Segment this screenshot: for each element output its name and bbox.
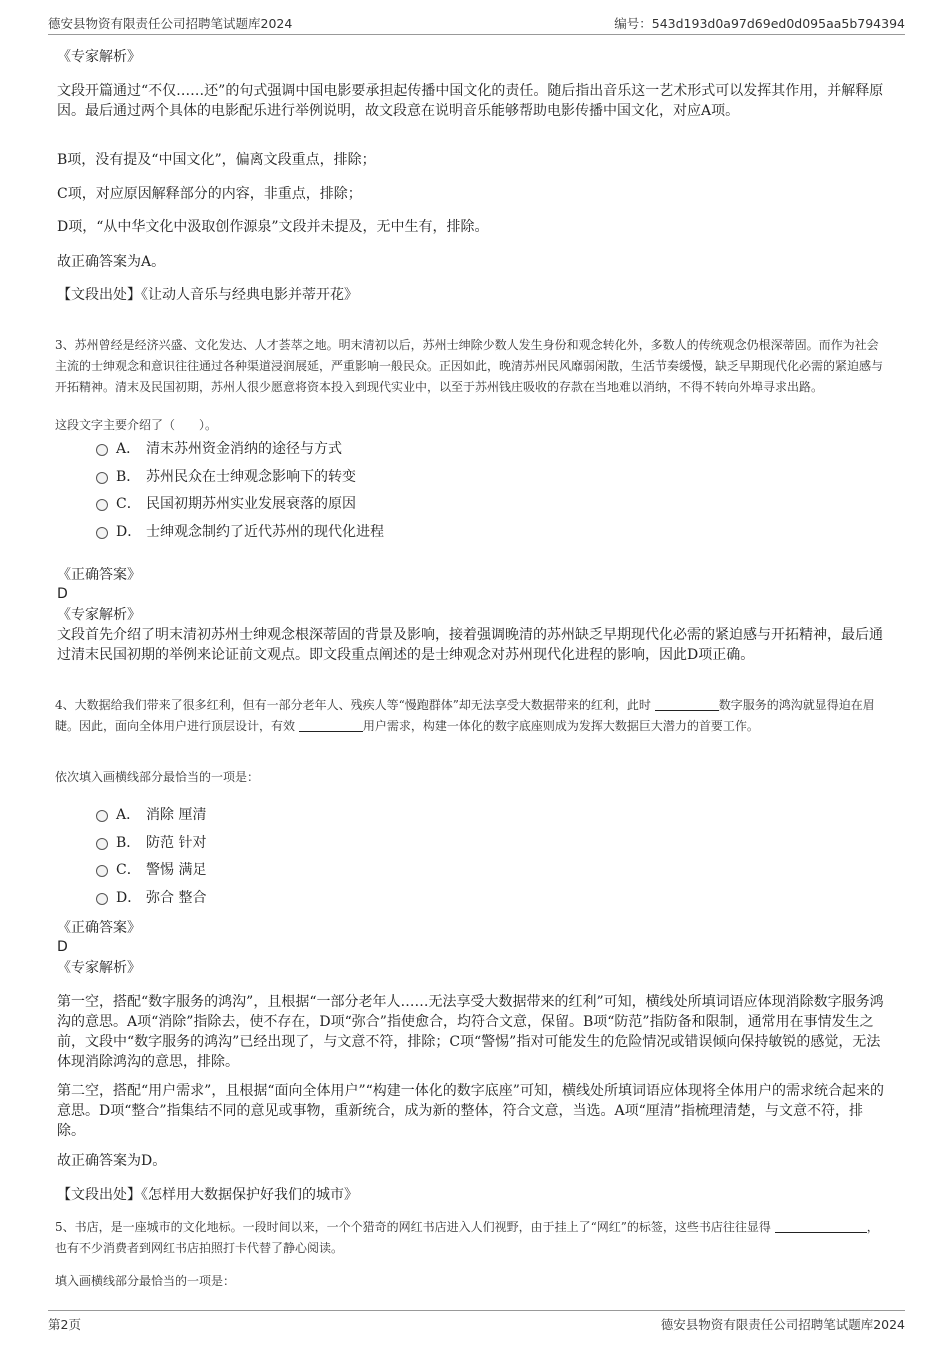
q2-option-b-note: B项，没有提及“中国文化”，偏离文段重点，排除； — [57, 152, 376, 168]
q3-option-d[interactable]: D． 士绅观念制约了近代苏州的现代化进程 — [96, 522, 384, 544]
q5-question: 填入画横线部分最恰当的一项是： — [55, 1274, 236, 1288]
q2-analysis-text: 文段开篇通过“不仅……还”的句式强调中国电影要承担起传播中国文化的责任。随后指出音乐这一艺术形式可以发挥其作用，并解释原因。最后通过两个具体的电影配乐进行举例说明，故文段意在说明音乐能够帮助电影传播中国文化，对应A项。 — [57, 83, 884, 119]
q3-answer: D — [57, 586, 68, 602]
q2-option-c-note: C项，对应原因解释部分的内容，非重点，排除； — [57, 186, 362, 202]
radio-icon[interactable] — [96, 472, 108, 484]
q2-analysis-label: 《专家解析》 — [57, 49, 141, 65]
q3-question: 这段文字主要介绍了（ ）。 — [55, 418, 218, 432]
footer-title: 德安县物资有限责任公司招聘笔试题库2024 — [660, 1317, 905, 1332]
radio-icon[interactable] — [96, 499, 108, 511]
footer-page-number: 第2页 — [48, 1317, 81, 1332]
blank-2 — [299, 717, 363, 732]
q4-analysis-para-1: 第一空，搭配“数字服务的鸿沟”，且根据“一部分老年人……无法享受大数据带来的红利”可知，横线处所填词语应体现消除数字服务鸿沟的意思。A项“消除”指除去，使不存在，D项“弥合”指使愈合，均符合文意，保留。B项“防范”指防备和限制，通常用在事情发生之前，文段中“数字服务的鸿沟”已经出现了，与文意不符，排除；C项“警惕”指对可能发生的危险情况或错误倾向保持敏锐的感觉，无法体现消除鸿沟的意思，排除。 — [57, 994, 884, 1070]
page-footer — [48, 1310, 905, 1333]
radio-icon[interactable] — [96, 893, 108, 905]
q4-option-c[interactable]: C． 警惕 满足 — [96, 860, 206, 882]
radio-icon[interactable] — [96, 444, 108, 456]
q2-source: 【文段出处】《让动人音乐与经典电影并蒂开花》 — [57, 287, 358, 303]
q4-source: 【文段出处】《怎样用大数据保护好我们的城市》 — [57, 1187, 358, 1203]
q4-question: 依次填入画横线部分最恰当的一项是： — [55, 770, 260, 784]
q3-stem: 3、苏州曾经是经济兴盛、文化发达、人才荟萃之地。明末清初以后，苏州士绅除少数人发生身份和观念转化外，多数人的传统观念仍根深蒂固。而作为社会主流的士绅观念和意识往往通过各种渠道浸润展延，严重影响一般民众。正因如此，晚清苏州民风靡弱闲散，生活节奏缓慢，缺乏早期现代化必需的紧迫感与开拓精神。清末及民国初期，苏州人很少愿意将资本投入到现代实业中，以至于苏州钱庄吸收的存款在当地难以消纳，不得不转向外埠寻求出路。 — [55, 338, 884, 394]
radio-icon[interactable] — [96, 810, 108, 822]
q3-option-c[interactable]: C． 民国初期苏州实业发展衰落的原因 — [96, 494, 356, 516]
q4-analysis-label: 《专家解析》 — [57, 960, 141, 976]
q4-option-d[interactable]: D． 弥合 整合 — [96, 888, 206, 910]
q4-analysis-para-2: 第二空，搭配“用户需求”，且根据“面向全体用户”“构建一体化的数字底座”可知，横线处所填词语应体现将全体用户的需求统合起来的意思。D项“整合”指集结不同的意见或事物，重新统合，成为新的整体，符合文意，当选。A项“厘清”指梳理清楚，与文意不符，排除。 — [57, 1083, 884, 1139]
q3-answer-label: 《正确答案》 — [57, 567, 141, 583]
q4-option-a[interactable]: A． 消除 厘清 — [96, 805, 206, 827]
radio-icon[interactable] — [96, 838, 108, 850]
q5-stem: 5、书店，是一座城市的文化地标。一段时间以来，一个个猎奇的网红书店进入人们视野，由于挂上了“网红”的标签，这些书店往往显得 ，也有不少消费者到网红书店拍照打卡代替了静心阅读。 — [55, 1220, 879, 1255]
radio-icon[interactable] — [96, 865, 108, 877]
radio-icon[interactable] — [96, 527, 108, 539]
page-header — [48, 12, 905, 35]
q3-option-a[interactable]: A． 清末苏州资金消纳的途径与方式 — [96, 439, 342, 461]
q4-answer-label: 《正确答案》 — [57, 920, 141, 936]
q4-answer-text: 故正确答案为D。 — [57, 1153, 167, 1169]
blank-1 — [655, 696, 719, 711]
q3-analysis-text: 文段首先介绍了明末清初苏州士绅观念根深蒂固的背景及影响，接着强调晚清的苏州缺乏早期现代化必需的紧迫感与开拓精神，最后通过清末民国初期的举例来论证前文观点。即文段重点阐述的是士绅观念对苏州现代化进程的影响，因此D项正确。 — [57, 627, 883, 663]
q3-analysis-label: 《专家解析》 — [57, 607, 141, 623]
blank-1 — [775, 1218, 867, 1233]
q4-stem: 4、大数据给我们带来了很多红利，但有一部分老年人、残疾人等“慢跑群体”却无法享受大数据带来的红利，此时 数字服务的鸿沟就显得迫在眉睫。因此，面向全体用户进行顶层设计，有效 用户需求，构建一体化的数字底座则成为发挥大数据巨大潜力的首要工作。 — [55, 698, 875, 733]
q4-answer: D — [57, 939, 68, 955]
header-title: 德安县物资有限责任公司招聘笔试题库2024 — [48, 16, 293, 31]
q3-option-b[interactable]: B． 苏州民众在士绅观念影响下的转变 — [96, 467, 356, 489]
header-code: 编号：543d193d0a97d69ed0d095aa5b794394 — [614, 16, 905, 31]
q2-answer: 故正确答案为A。 — [57, 254, 166, 270]
q4-option-b[interactable]: B． 防范 针对 — [96, 833, 206, 855]
q2-option-d-note: D项，“从中华文化中汲取创作源泉”文段并未提及，无中生有，排除。 — [57, 219, 489, 235]
